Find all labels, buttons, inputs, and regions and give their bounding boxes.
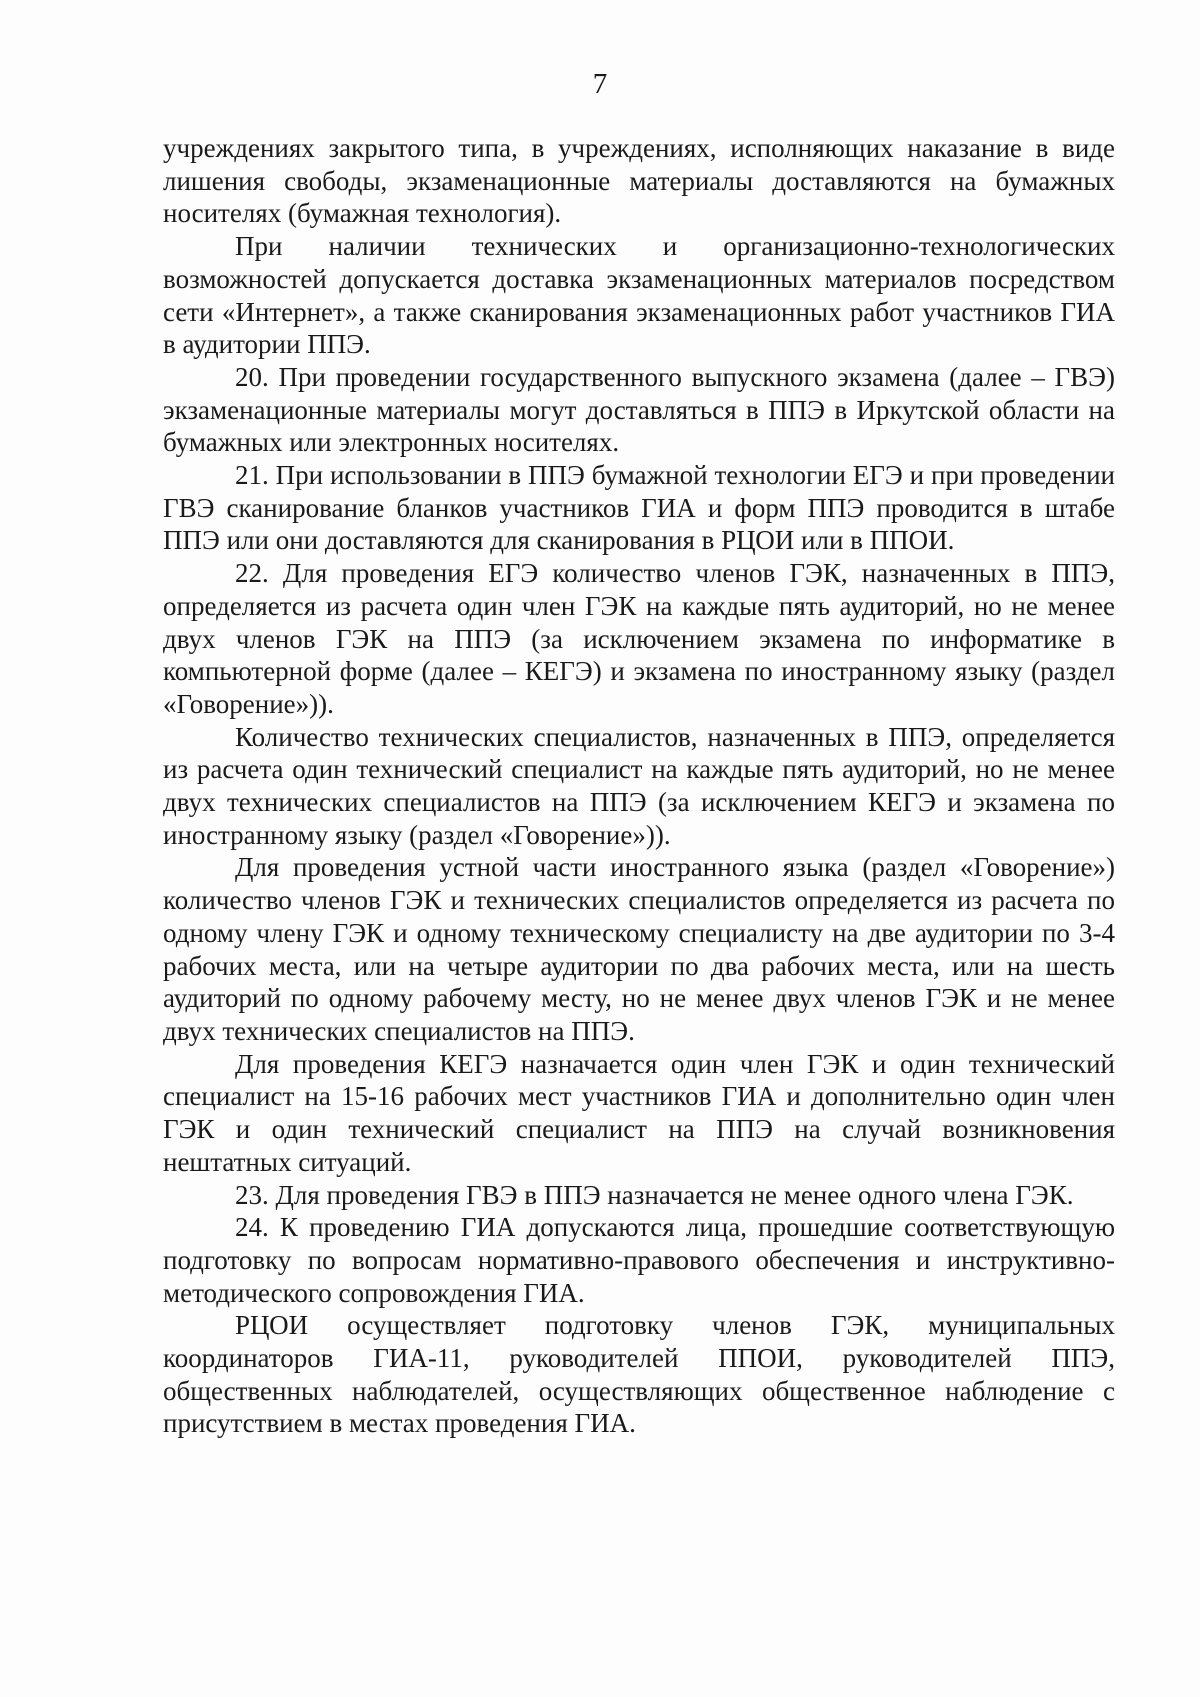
paragraph-kege: Для проведения КЕГЭ назначается один член ГЭК и один технический специалист на 15-16 рабочих мест участников ГИА и дополнительно один член ГЭК и один технический специалист на ППЭ на случай возникновения нештатных ситуаций. xyxy=(163,1048,1115,1177)
paragraph-continuation: учреждениях закрытого типа, в учреждениях, исполняющих наказание в виде лишения свободы, экзаменационные материалы доставляются на бумажных носителях (бумажная технология). xyxy=(163,133,1115,229)
paragraph-item-20: 20. При проведении государственного выпускного экзамена (далее – ГВЭ) экзаменационные материалы могут доставляться в ППЭ в Иркутской области на бумажных или электронных носителях. xyxy=(163,361,1115,458)
page-number: 7 xyxy=(592,68,608,100)
paragraph-item-23: 23. Для проведения ГВЭ в ППЭ назначается не менее одного члена ГЭК. xyxy=(235,1179,1074,1210)
paragraph-item-22: 22. Для проведения ЕГЭ количество членов ГЭК, назначенных в ППЭ, определяется из расчета один член ГЭК на каждые пять аудиторий, но не менее двух членов ГЭК на ППЭ (за исключением экзамена по информатике в компьютерной форме (далее – КЕГЭ) и экзамена по иностранному языку (раздел «Говорение»)). xyxy=(163,558,1115,719)
paragraph-speaking-section: Для проведения устной части иностранного языка (раздел «Говорение») количество членов ГЭК и технических специалистов определяется из расчета по одному члену ГЭК и одному техническому специалисту на две аудитории по 3-4 рабочих места, или на четыре аудитории по два рабочих места, или на шесть аудиторий по одному рабочему месту, но не менее двух членов ГЭК и не менее двух технических специалистов на ППЭ. xyxy=(163,852,1115,1046)
paragraph-rcoi-training: РЦОИ осуществляет подготовку членов ГЭК, муниципальных координаторов ГИА-11, руководителей ППОИ, руководителей ППЭ, общественных наблюдателей, осуществляющих общественное наблюдение с присутствием в местах проведения ГИА. xyxy=(163,1310,1115,1439)
paragraph-item-21: 21. При использовании в ППЭ бумажной технологии ЕГЭ и при проведении ГВЭ сканирование бланков участников ГИА и форм ППЭ проводится в штабе ППЭ или они доставляются для сканирования в РЦОИ или в ППОИ. xyxy=(163,460,1115,556)
paragraph-item-24: 24. К проведению ГИА допускаются лица, прошедшие соответствующую подготовку по вопросам нормативно-правового обеспечения и инструктивно-методического сопровождения ГИА. xyxy=(163,1212,1115,1308)
document-body xyxy=(163,132,1115,1440)
paragraph-tech-specialists: Количество технических специалистов, назначенных в ППЭ, определяется из расчета один технический специалист на каждые пять аудиторий, но не менее двух технических специалистов на ППЭ (за исключением КЕГЭ и экзамена по иностранному языку (раздел «Говорение»)). xyxy=(163,721,1115,850)
paragraph-internet-delivery: При наличии технических и организационно-технологических возможностей допускается доставка экзаменационных материалов посредством сети «Интернет», а также сканирования экзаменационных работ участников ГИА в аудитории ППЭ. xyxy=(163,231,1115,360)
